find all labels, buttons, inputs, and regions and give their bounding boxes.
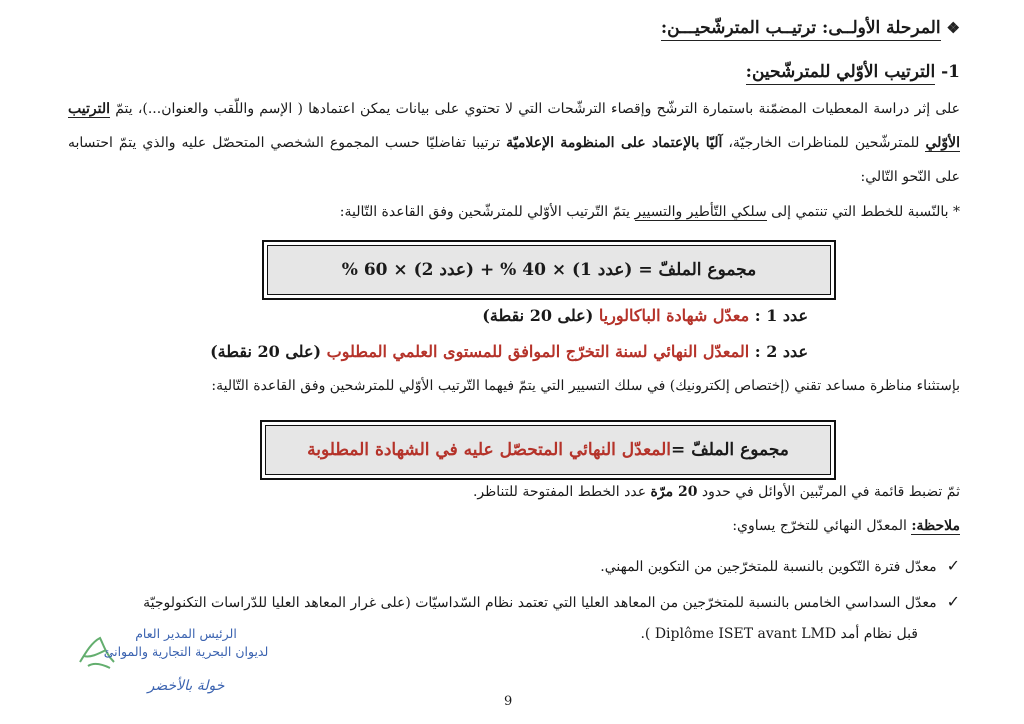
item1-label: عدد 1 : bbox=[749, 306, 808, 325]
remark-label: ملاحظة: bbox=[911, 518, 960, 534]
section-heading-text: الترتيب الأوّلي للمترشّحين: bbox=[746, 62, 936, 85]
corps-note-underlined: سلكي التّأطير والتسيير bbox=[634, 204, 767, 220]
exception-paragraph: بإستثناء مناظرة مساعد تقني (إختصاص إلكترونيك) في سلك التسيير التي يتمّ فيهما التّرتيب الأوّلي للمترشحين وفق القاعدة التّالية: bbox=[211, 378, 960, 394]
formula2-red-text: المعدّل النهائي المتحصّل عليه في الشهادة المطلوبة bbox=[307, 440, 672, 460]
formula-2 bbox=[265, 425, 831, 475]
diamond-bullet-icon: ❖ bbox=[946, 19, 960, 37]
formula2-label: مجموع الملفّ = bbox=[671, 440, 789, 460]
corps-note-part2: يتمّ التّرتيب الأوّلي للمترشّحين وفق القاعدة التّالية: bbox=[339, 204, 635, 220]
corps-note bbox=[340, 204, 960, 220]
check-item-2 bbox=[143, 592, 960, 611]
stamp-signature-name: خولة بالأخضر bbox=[147, 678, 225, 694]
item1-red-text: معدّل شهادة الباكالوريا bbox=[598, 306, 750, 325]
signature-stamp bbox=[96, 622, 276, 706]
intro-part3: ترتيبا تفاضليّا حسب المجموع الشخصي المتحصّل عليه والذي يتمّ احتسابه على النّحو التّالي: bbox=[68, 135, 960, 185]
intro-bold: آليّا بالإعتماد على المنظومة الإعلاميّة bbox=[506, 135, 723, 151]
item2-red-text: المعدّل النهائي لسنة التخرّج الموافق للمستوى العلمي المطلوب bbox=[326, 342, 750, 361]
ranking-part1: ثمّ تضبط قائمة في المرتّبين الأوائل في حدود bbox=[697, 484, 960, 500]
formula-box-1 bbox=[262, 240, 836, 300]
stamp-organization: لديوان البحرية التجارية والموانئ bbox=[103, 644, 269, 659]
remark bbox=[732, 518, 960, 534]
intro-part2: للمترشّحين للمناظرات الخارجيّة، bbox=[722, 135, 926, 151]
ranking-part2: عدد الخطط المفتوحة للتناظر. bbox=[472, 484, 651, 500]
item1-black-text: (على 20 نقطة) bbox=[482, 306, 599, 325]
formula-box-2 bbox=[260, 420, 836, 480]
star-marker: * bbox=[953, 204, 960, 220]
remark-text: المعدّل النهائي للتخرّج يساوي: bbox=[732, 518, 912, 534]
stamp-title: الرئيس المدير العام bbox=[135, 626, 237, 641]
check-item-2-continuation: قبل نظام أمد Diplôme ISET avant LMD ). bbox=[640, 626, 918, 642]
main-heading-text: المرحلة الأولــى: ترتيــب المترشّحيـــن: bbox=[661, 18, 941, 41]
formula-1: مجموع الملفّ = (عدد 1) × 40 % + (عدد 2) × 60 % bbox=[267, 245, 831, 295]
intro-paragraph bbox=[68, 92, 960, 194]
check-item-1-text: معدّل فترة التّكوين بالنسبة للمتخرّجين من التكوين المهني. bbox=[600, 559, 937, 575]
ranking-bold: 20 مرّة bbox=[650, 484, 698, 500]
item2-label: عدد 2 : bbox=[749, 342, 808, 361]
formula-item-2 bbox=[210, 342, 808, 361]
check-item-2-text: معدّل السداسي الخامس بالنسبة للمتخرّجين من المعاهد العليا التي تعتمد نظام السّداسيّات (على غرار المعاهد العليا للدّراسات التكنولوجيّة bbox=[143, 595, 937, 611]
item2-black-text: (على 20 نقطة) bbox=[210, 342, 327, 361]
main-heading bbox=[661, 18, 960, 38]
intro-bold-underlined: الترتيب الأوّلي bbox=[68, 101, 961, 151]
intro-part1: على إثر دراسة المعطيات المضمّنة باستمارة الترشّح وإقصاء الترشّحات التي لا تحتوي على بيانات يمكن اعتمادها ( الإسم واللّقب والعنوان...)، يتمّ bbox=[115, 101, 960, 117]
page-number: 9 bbox=[504, 694, 513, 709]
check-icon: ✓ bbox=[946, 556, 960, 575]
corps-note-part1: بالنّسبة للخطط التي تنتمي إلى bbox=[766, 204, 953, 220]
formula-item-1 bbox=[482, 306, 808, 325]
ranking-paragraph bbox=[473, 484, 960, 500]
check-item-1 bbox=[600, 556, 960, 575]
check-icon: ✓ bbox=[946, 592, 960, 611]
section-number: 1- bbox=[941, 62, 960, 82]
section-heading bbox=[746, 62, 960, 82]
